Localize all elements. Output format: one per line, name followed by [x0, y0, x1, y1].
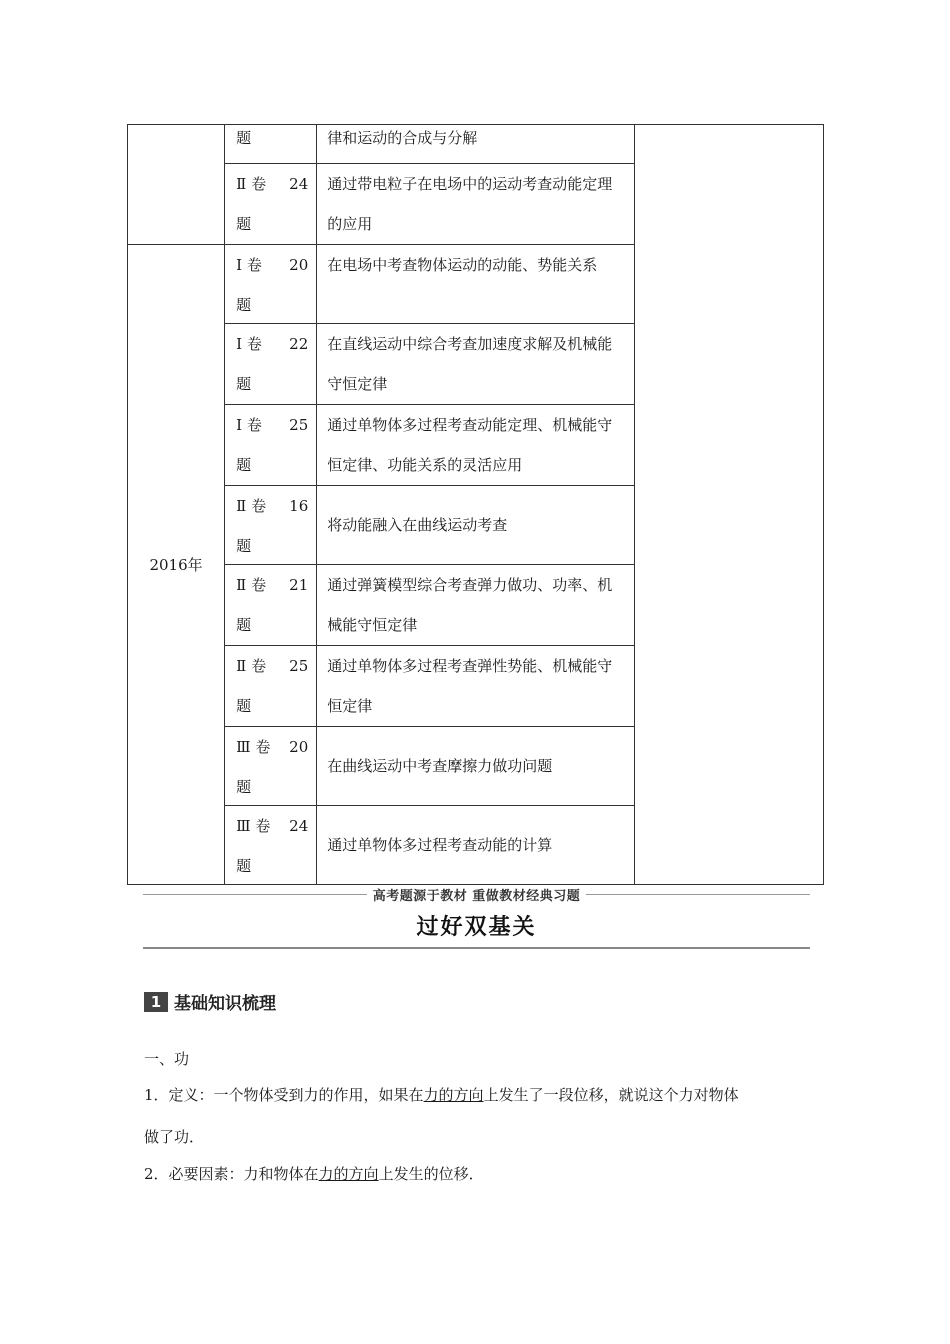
question-number: 20	[289, 256, 309, 274]
description-text: 在曲线运动中考查摩擦力做功问题	[327, 757, 553, 775]
description-text: 通过单物体多过程考查动能的计算	[327, 836, 553, 854]
item-2-factors	[144, 1164, 484, 1184]
question-suffix: 题	[236, 456, 252, 474]
paper-label: Ⅱ 卷	[236, 657, 267, 675]
question-number: 16	[289, 497, 309, 515]
exam-description-cell	[317, 486, 634, 565]
question-number: 25	[289, 657, 309, 675]
exam-description-cell	[317, 405, 634, 486]
banner-line-left	[143, 894, 367, 895]
question-number: 24	[289, 817, 309, 835]
question-number: 21	[289, 576, 309, 594]
exam-description-cell	[317, 324, 634, 405]
exam-paper-cell	[225, 727, 317, 806]
section-banner	[143, 884, 810, 904]
exam-description-cell	[317, 727, 634, 806]
question-suffix: 题	[236, 697, 252, 715]
exam-paper-cell	[225, 164, 317, 245]
sub-section-header	[144, 989, 276, 1014]
description-text: 在直线运动中综合考查加速度求解及机械能守恒定律	[327, 335, 613, 393]
paper-label: Ⅰ 卷	[236, 256, 262, 274]
question-number: 22	[289, 335, 309, 353]
description-text: 通过带电粒子在电场中的运动考查动能定理的应用	[327, 175, 613, 233]
description-text: 通过单物体多过程考查弹性势能、机械能守恒定律	[327, 657, 613, 715]
banner-text: 高考题源于教材 重做教材经典习题	[372, 888, 581, 904]
item-1-text-pre: 1．定义：一个物体受到力的作用，如果在	[144, 1086, 424, 1104]
question-number: 24	[289, 175, 309, 193]
description-text: 通过单物体多过程考查动能定理、机械能守恒定律、功能关系的灵活应用	[327, 416, 613, 474]
paper-label: Ⅱ 卷	[236, 576, 267, 594]
item-2-text-pre: 2．必要因素：力和物体在	[144, 1165, 319, 1183]
description-text: 将动能融入在曲线运动考查	[327, 516, 508, 534]
question-number: 20	[289, 738, 309, 756]
question-suffix: 题	[236, 616, 252, 634]
exam-description-cell	[317, 125, 634, 164]
exam-paper-cell	[225, 646, 317, 727]
question-suffix: 题	[236, 857, 252, 875]
paper-label: Ⅲ 卷	[236, 738, 271, 756]
description-text: 在电场中考查物体运动的动能、势能关系	[327, 256, 598, 274]
section-title: 过好双基关	[143, 910, 810, 949]
paper-label: Ⅲ 卷	[236, 817, 271, 835]
exam-paper-cell	[225, 405, 317, 486]
exam-description-cell	[317, 565, 634, 646]
exam-paper-cell	[225, 806, 317, 885]
question-number: 25	[289, 416, 309, 434]
banner-line-right	[586, 894, 810, 895]
description-text: 通过弹簧模型综合考查弹力做功、功率、机械能守恒定律	[327, 576, 613, 634]
table-row	[128, 125, 824, 164]
exam-paper-cell	[225, 324, 317, 405]
question-suffix: 题	[236, 778, 252, 796]
exam-description-cell	[317, 646, 634, 727]
question-suffix: 题	[236, 375, 252, 393]
question-suffix: 题	[236, 296, 252, 314]
item-1-underline: 力的方向	[423, 1086, 484, 1104]
exam-paper-cell	[225, 486, 317, 565]
item-2-underline: 力的方向	[318, 1165, 379, 1183]
item-1-line-2: 做了功．	[144, 1128, 205, 1146]
heading-work: 一、功	[144, 1050, 190, 1068]
sub-section-title: 基础知识梳理	[174, 994, 276, 1014]
question-suffix: 题	[236, 215, 252, 233]
paper-label: Ⅱ 卷	[236, 175, 267, 193]
section-number-badge: 1	[144, 992, 168, 1012]
year-cell-2016: 2016年	[128, 245, 225, 885]
question-suffix: 题	[236, 537, 252, 555]
item-2-text-post: 上发生的位移．	[378, 1165, 484, 1183]
exam-description-cell	[317, 164, 634, 245]
exam-description-cell	[317, 806, 634, 885]
item-1-text-post: 上发生了一段位移，就说这个力对物体	[483, 1086, 739, 1104]
exam-description-cell	[317, 245, 634, 324]
paper-label: Ⅰ 卷	[236, 416, 262, 434]
exam-paper-cell	[225, 565, 317, 646]
notes-cell	[634, 125, 823, 885]
exam-paper-cell	[225, 245, 317, 324]
year-cell-previous	[128, 125, 225, 245]
exam-analysis-table	[127, 124, 824, 885]
exam-paper-cell	[225, 125, 317, 164]
paper-label: Ⅰ 卷	[236, 335, 262, 353]
description-text: 律和运动的合成与分解	[327, 129, 478, 147]
item-1-definition	[144, 1085, 739, 1105]
question-suffix: 题	[236, 129, 252, 147]
paper-label: Ⅱ 卷	[236, 497, 267, 515]
